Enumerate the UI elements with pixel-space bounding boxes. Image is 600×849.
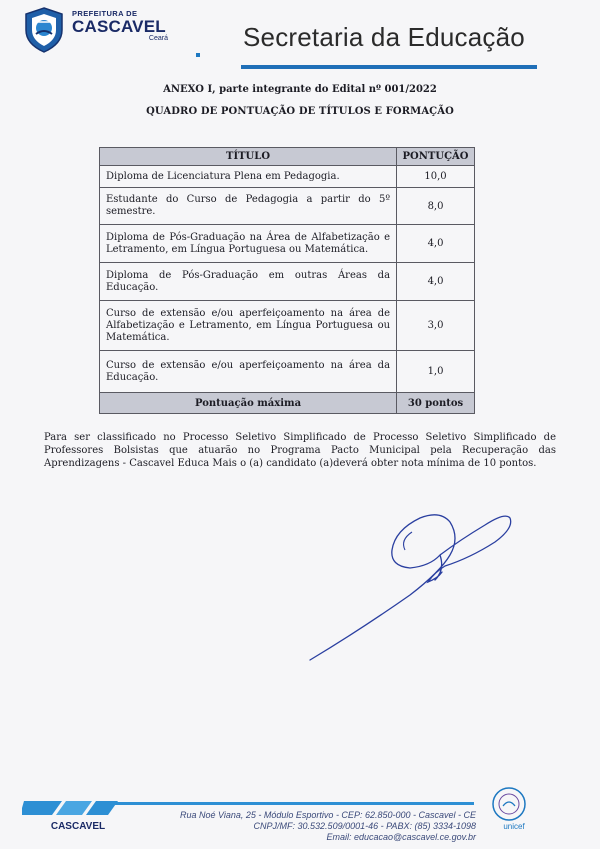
unicef-seal-icon (491, 786, 527, 822)
col-pontuacao-header: PONTUÇÃO (397, 148, 475, 166)
row-pontos: 1,0 (397, 351, 475, 393)
footer-line-cnpj: CNPJ/MF: 30.532.509/0001-46 - PABX: (85) 3334-1098 (253, 821, 476, 831)
header-dot (196, 53, 200, 57)
footer-line-email: Email: educacao@cascavel.ce.gov.br (326, 832, 476, 842)
secretaria-title: Secretaria da Educação (243, 22, 525, 52)
total-value: 30 pontos (397, 393, 475, 414)
footer-logo-text: CASCAVEL (50, 821, 106, 832)
row-titulo: Diploma de Pós-Graduação em outras Áreas da Educação. (100, 263, 397, 301)
row-titulo: Curso de extensão e/ou aperfeiçoamento na área de Alfabetização e Letramento, em Língua Portuguesa ou Matemática. (100, 301, 397, 351)
brand-block (72, 9, 182, 42)
footer-line-address: Rua Noé Viana, 25 - Módulo Esportivo - CEP: 62.850-000 - Cascavel - CE (180, 810, 476, 820)
table-row (100, 263, 475, 301)
table-header-row (100, 148, 475, 166)
row-pontos: 10,0 (397, 166, 475, 188)
classificacao-paragraph: Para ser classificado no Processo Seletivo Simplificado de Processo Seletivo Simplificado de Professores Bolsistas que atuarão no Programa Pacto Municipal pela Recuperação das Aprendizagens - Cascavel Educa Mais o (a) candidato (a)deverá obter nota mínima de 10 pontos. (44, 432, 556, 469)
brand-state: Ceará (148, 35, 168, 42)
unicef-label: unicef (503, 822, 525, 831)
row-titulo: Estudante do Curso de Pedagogia a partir do 5º semestre. (100, 188, 397, 225)
secretaria-underline (241, 65, 537, 69)
signature-icon (300, 500, 540, 680)
coat-of-arms-icon (22, 6, 66, 54)
pontuacao-table (99, 147, 475, 414)
table-row (100, 188, 475, 225)
row-pontos: 3,0 (397, 301, 475, 351)
table-row (100, 301, 475, 351)
row-pontos: 8,0 (397, 188, 475, 225)
table-row (100, 166, 475, 188)
row-titulo: Curso de extensão e/ou aperfeiçoamento na área da Educação. (100, 351, 397, 393)
row-titulo: Diploma de Licenciatura Plena em Pedagogia. (100, 166, 397, 188)
row-pontos: 4,0 (397, 225, 475, 263)
table-row (100, 225, 475, 263)
col-titulo-header: TÍTULO (100, 148, 397, 166)
brand-city: CASCAVEL (72, 17, 166, 36)
table-total-row (100, 393, 475, 414)
anexo-heading: ANEXO I, parte integrante do Edital nº 001/2022 (163, 84, 437, 95)
footer-address (116, 810, 476, 843)
table-row (100, 351, 475, 393)
total-label: Pontuação máxima (100, 393, 397, 414)
quadro-heading: QUADRO DE PONTUAÇÃO DE TÍTULOS E FORMAÇÃO (146, 106, 454, 117)
brand-prefeitura: PREFEITURA DE (72, 9, 138, 18)
row-pontos: 4,0 (397, 263, 475, 301)
footer-bar (110, 802, 474, 805)
row-titulo: Diploma de Pós-Graduação na Área de Alfabetização e Letramento, em Língua Portuguesa ou Matemática. (100, 225, 397, 263)
